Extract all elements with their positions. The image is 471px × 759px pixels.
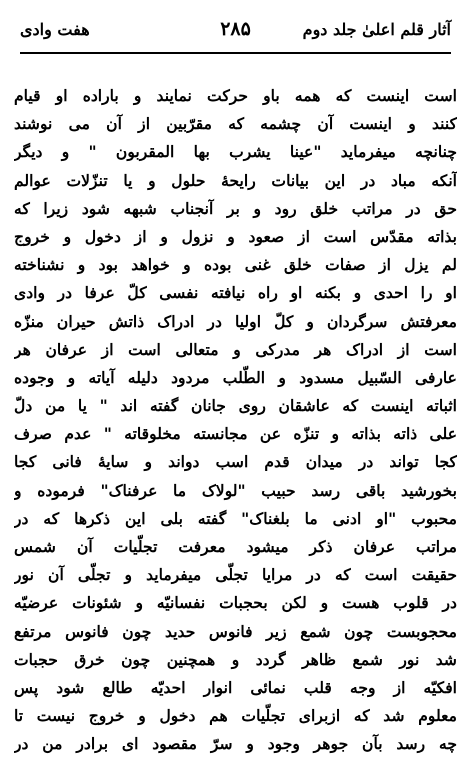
page-header <box>20 20 451 46</box>
text-line: در قلوب هست و لکن بحجبات نفسانیّه و شئونات عرضیّه <box>14 593 457 613</box>
text-line: مراتب عرفان ذکر میشود معرفت تجلّیات آن شمس <box>14 537 457 556</box>
text-line: بذاته مقدّس است از صعود و نزول و از دخول و خروج <box>14 226 457 246</box>
body-text <box>14 82 457 759</box>
text-line: کجا تواند در میدان قدم اسب دواند و سایهٔ فانی کجا <box>14 452 457 472</box>
text-line: افکیّه از وجه قلب نمائی انوار احدیّه طالع شود پس <box>14 677 457 697</box>
text-line: بخورشید باقی رسد حبیب "لولاک ما عرفناک" فرموده و <box>14 480 457 500</box>
text-line: معرفتش سرگردان و کلّ اولیا در ادراک ذاتش حیران منزّه <box>14 311 457 331</box>
text-line: چه رسد بآن جوهر وجود و سرّ مقصود ای برادر من در <box>14 734 457 754</box>
running-head-book-title: آثار قلم اعلیٰ جلد دوم <box>302 20 451 39</box>
page-number: ۲۸۵ <box>220 18 251 40</box>
text-line: عارفی السّبیل مسدود و الطّلب مردود دلیله آیاته و وجوده <box>14 367 457 387</box>
header-rule <box>20 52 451 54</box>
text-line: شد نور شمع ظاهر گردد و همچنین چون خرق حجبات <box>14 649 457 669</box>
text-line: حقیقت است که در مرایا تجلّی میفرماید و تجلّی آن نور <box>14 565 457 585</box>
text-line: معلوم شد که ازبرای تجلّیات هم دخول و خروج نیست تا <box>14 706 457 726</box>
text-line: محبوب "او ادنی ما بلغناک" گفته بلی این ذکرها که در <box>14 508 457 528</box>
text-line: محجوبست چون شمع زیر فانوس حدید چون فانوس مرتفع <box>14 621 457 641</box>
text-line: است اینست که همه باو حرکت نمایند و باراده او قیام <box>14 86 457 105</box>
text-line: او را احدی و بکنه او راه نیافته نفسی کلّ عرفا در وادی <box>14 283 457 303</box>
running-head-section-title: هفت وادی <box>20 20 90 39</box>
text-line: کنند و اینست آن چشمه که مقرّبین از آن می نوشند <box>14 114 457 134</box>
text-line: حق در مراتب خلق رود و بر آنجناب شبهه شود زیرا که <box>14 198 457 218</box>
text-line: علی ذاته بذاته و تنزّه عن مجانسته مخلوقاته " عدم صرف <box>14 424 457 444</box>
text-line: آنکه مباد در این بیانات رایحهٔ حلول و یا تنزّلات عوالم <box>14 170 457 190</box>
text-line: اثباته اینست که عاشقان روی جانان گفته اند " یا من دلّ <box>14 396 457 416</box>
text-line: چنانچه میفرماید "عینا یشرب بها المقربون " و دیگر <box>14 142 457 162</box>
text-line: است از ادراک هر مدرکی و متعالی است از عرفان هر <box>14 339 457 359</box>
text-line: لم یزل از صفات خلق غنی بوده و خواهد بود و نشناخته <box>14 255 457 275</box>
